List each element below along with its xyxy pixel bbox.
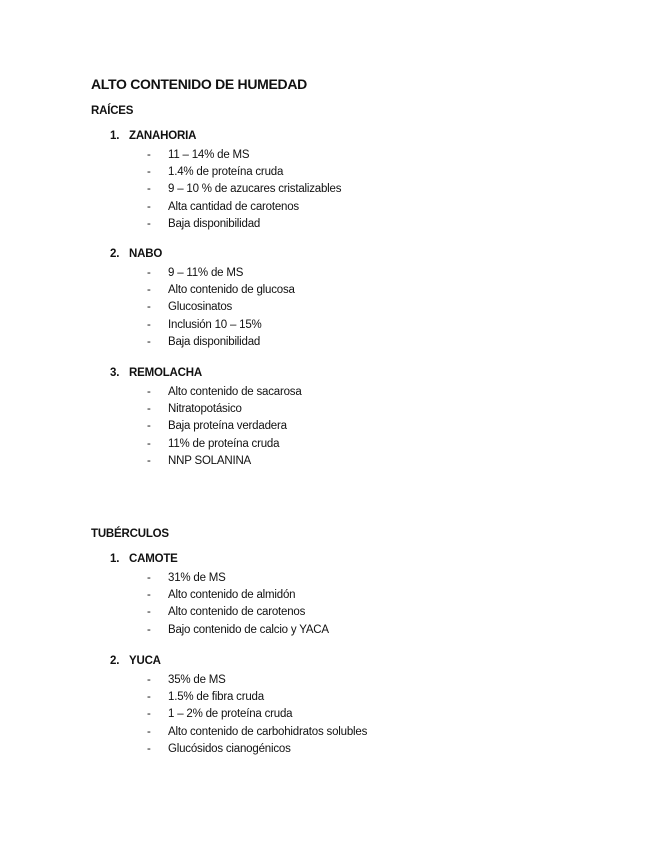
item-name: REMOLACHA (129, 367, 202, 379)
dash-marker: - (147, 454, 151, 467)
dash-marker: - (147, 301, 151, 314)
item-name: CAMOTE (129, 553, 178, 565)
list-item-text: Alto contenido de glucosa (168, 284, 295, 297)
list-item-text: 11 – 14% de MS (168, 149, 250, 161)
item-number: 1. (110, 553, 120, 565)
section-heading-raices: RAÍCES (91, 105, 134, 117)
list-item-text: Baja disponibilidad (168, 335, 261, 348)
list-item-text: Alta cantidad de carotenos (168, 200, 299, 213)
dash-marker: - (147, 437, 151, 450)
dash-marker: - (147, 589, 151, 602)
dash-marker: - (147, 267, 151, 279)
list-item-text: Baja proteína verdadera (168, 420, 287, 433)
list-item-text: 11% de proteína cruda (168, 437, 280, 450)
list-item-text: Baja disponibilidad (168, 217, 261, 230)
list-item-text: Alto contenido de carotenos (168, 606, 306, 619)
list-item-text: Alto contenido de almidón (168, 589, 296, 602)
dash-marker: - (147, 183, 151, 196)
item-heading (110, 248, 162, 260)
dash-marker: - (147, 284, 151, 297)
list-item-text: Inclusión 10 – 15% (168, 318, 262, 331)
item-heading (110, 130, 196, 142)
item-name: YUCA (129, 655, 161, 667)
dash-marker: - (147, 200, 151, 213)
dash-marker: - (147, 606, 151, 619)
list-item-text: 9 – 10 % de azucares cristalizables (168, 183, 342, 196)
list-item-text: 1.4% de proteína cruda (168, 166, 284, 179)
item-name: NABO (129, 248, 163, 260)
list-item-text: Nitratopotásico (168, 403, 242, 416)
dash-marker: - (147, 335, 151, 348)
item-number: 2. (110, 655, 120, 667)
list-item-text: Alto contenido de sacarosa (168, 386, 302, 398)
list-item-text: Glucósidos cianogénicos (168, 742, 291, 755)
dash-marker: - (147, 386, 151, 398)
list-item-text: 9 – 11% de MS (168, 267, 244, 279)
dash-marker: - (147, 166, 151, 179)
dash-marker: - (147, 691, 151, 704)
dash-marker: - (147, 708, 151, 721)
list-item-text: 35% de MS (168, 674, 226, 686)
dash-marker: - (147, 149, 151, 161)
dash-marker: - (147, 623, 151, 636)
list-item-text: NNP SOLANINA (168, 454, 252, 467)
dash-marker: - (147, 725, 151, 738)
dash-marker: - (147, 217, 151, 230)
dash-marker: - (147, 742, 151, 755)
list-item-text: Alto contenido de carbohidratos solubles (168, 725, 368, 738)
dash-marker: - (147, 318, 151, 331)
item-heading (110, 655, 161, 667)
dash-marker: - (147, 674, 151, 686)
list-item-text: Bajo contenido de calcio y YACA (168, 623, 329, 636)
item-number: 2. (110, 248, 120, 260)
document-title: ALTO CONTENIDO DE HUMEDAD (91, 76, 307, 92)
list-item-text: 1.5% de fibra cruda (168, 691, 264, 704)
list-item-text: 31% de MS (168, 572, 226, 584)
dash-marker: - (147, 572, 151, 584)
item-number: 3. (110, 367, 120, 379)
list-item-text: Glucosinatos (168, 301, 233, 314)
dash-marker: - (147, 403, 151, 416)
section-heading-tuberculos: TUBÉRCULOS (91, 528, 169, 540)
dash-marker: - (147, 420, 151, 433)
list-item-text: 1 – 2% de proteína cruda (168, 708, 293, 721)
item-number: 1. (110, 130, 120, 142)
item-heading (110, 553, 178, 565)
item-name: ZANAHORIA (129, 130, 197, 142)
item-heading (110, 367, 202, 379)
